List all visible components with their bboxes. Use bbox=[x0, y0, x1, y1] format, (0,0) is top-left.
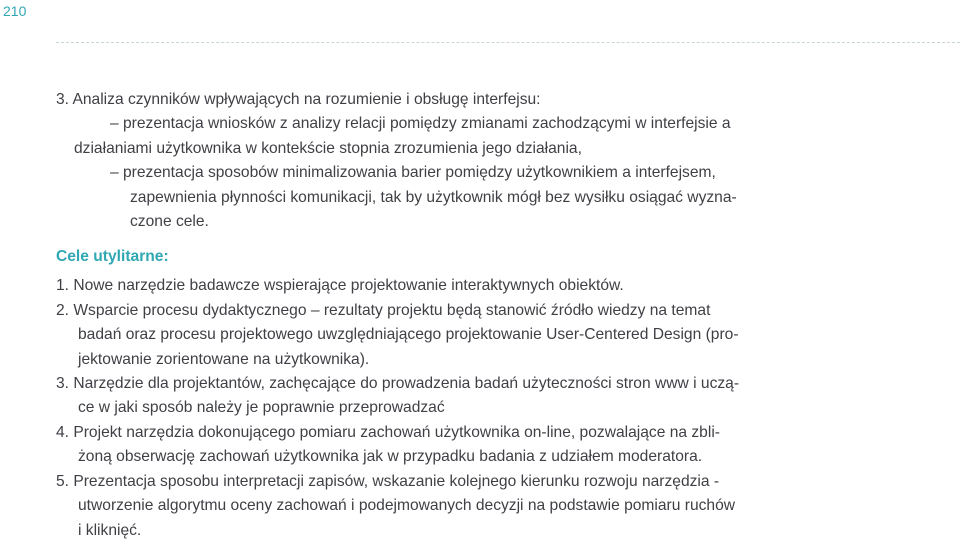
goal-3-line-1: 3. Narzędzie dla projektantów, zachęcające do prowadzenia badań użyteczności stron www i uczą- bbox=[56, 375, 740, 393]
goal-5-line-2: utworzenie algorytmu oceny zachowań i podejmowanych decyzji na podstawie pomiaru ruchów bbox=[78, 497, 736, 515]
goal-4-line-1: 4. Projekt narzędzia dokonującego pomiaru zachowań użytkownika on-line, pozwalające na zbli- bbox=[56, 423, 720, 441]
goal-2-line-3: jektowanie zorientowane na użytkownika). bbox=[78, 350, 370, 368]
section-heading-utilitarian-goals: Cele utylitarne: bbox=[56, 248, 169, 266]
goal-3-line-2: ce w jaki sposób należy je poprawnie przeprowadzać bbox=[78, 399, 445, 417]
goal-5-line-3: i kliknięć. bbox=[78, 521, 142, 539]
analysis-bullet-2-line-2: zapewnienia płynności komunikacji, tak by użytkownik mógł bez wysiłku osiągać wyzna- bbox=[130, 188, 737, 206]
goal-5-line-1: 5. Prezentacja sposobu interpretacji zapisów, wskazanie kolejnego kierunku rozwoju narzędzia - bbox=[56, 472, 720, 490]
page-number: 210 bbox=[3, 3, 27, 19]
goal-4-line-2: żoną obserwację zachowań użytkownika jak w przypadku badania z udziałem moderatora. bbox=[78, 448, 703, 466]
analysis-item-title: 3. Analiza czynników wpływających na rozumienie i obsługę interfejsu: bbox=[56, 91, 541, 108]
page-content bbox=[56, 88, 816, 543]
goal-2-line-2: badań oraz procesu projektowego uwzględniającego projektowanie User-Centered Design (pro- bbox=[78, 326, 739, 344]
analysis-bullet-1-line-2: działaniami użytkownika w kontekście stopnia zrozumienia jego działania, bbox=[74, 139, 582, 157]
analysis-bullet-1-line-1: – prezentacja wniosków z analizy relacji pomiędzy zmianami zachodzącymi w interfejsie a bbox=[110, 115, 731, 133]
goal-2-line-1: 2. Wsparcie procesu dydaktycznego – rezultaty projektu będą stanowić źródło wiedzy na temat bbox=[56, 301, 711, 319]
header-divider bbox=[56, 42, 960, 43]
analysis-bullet-2-line-1: – prezentacja sposobów minimalizowania barier pomiędzy użytkownikiem a interfejsem, bbox=[110, 164, 716, 182]
goal-1-line-1: 1. Nowe narzędzie badawcze wspierające projektowanie interaktywnych obiektów. bbox=[56, 277, 624, 295]
analysis-bullet-2-line-3: czone cele. bbox=[130, 213, 209, 231]
